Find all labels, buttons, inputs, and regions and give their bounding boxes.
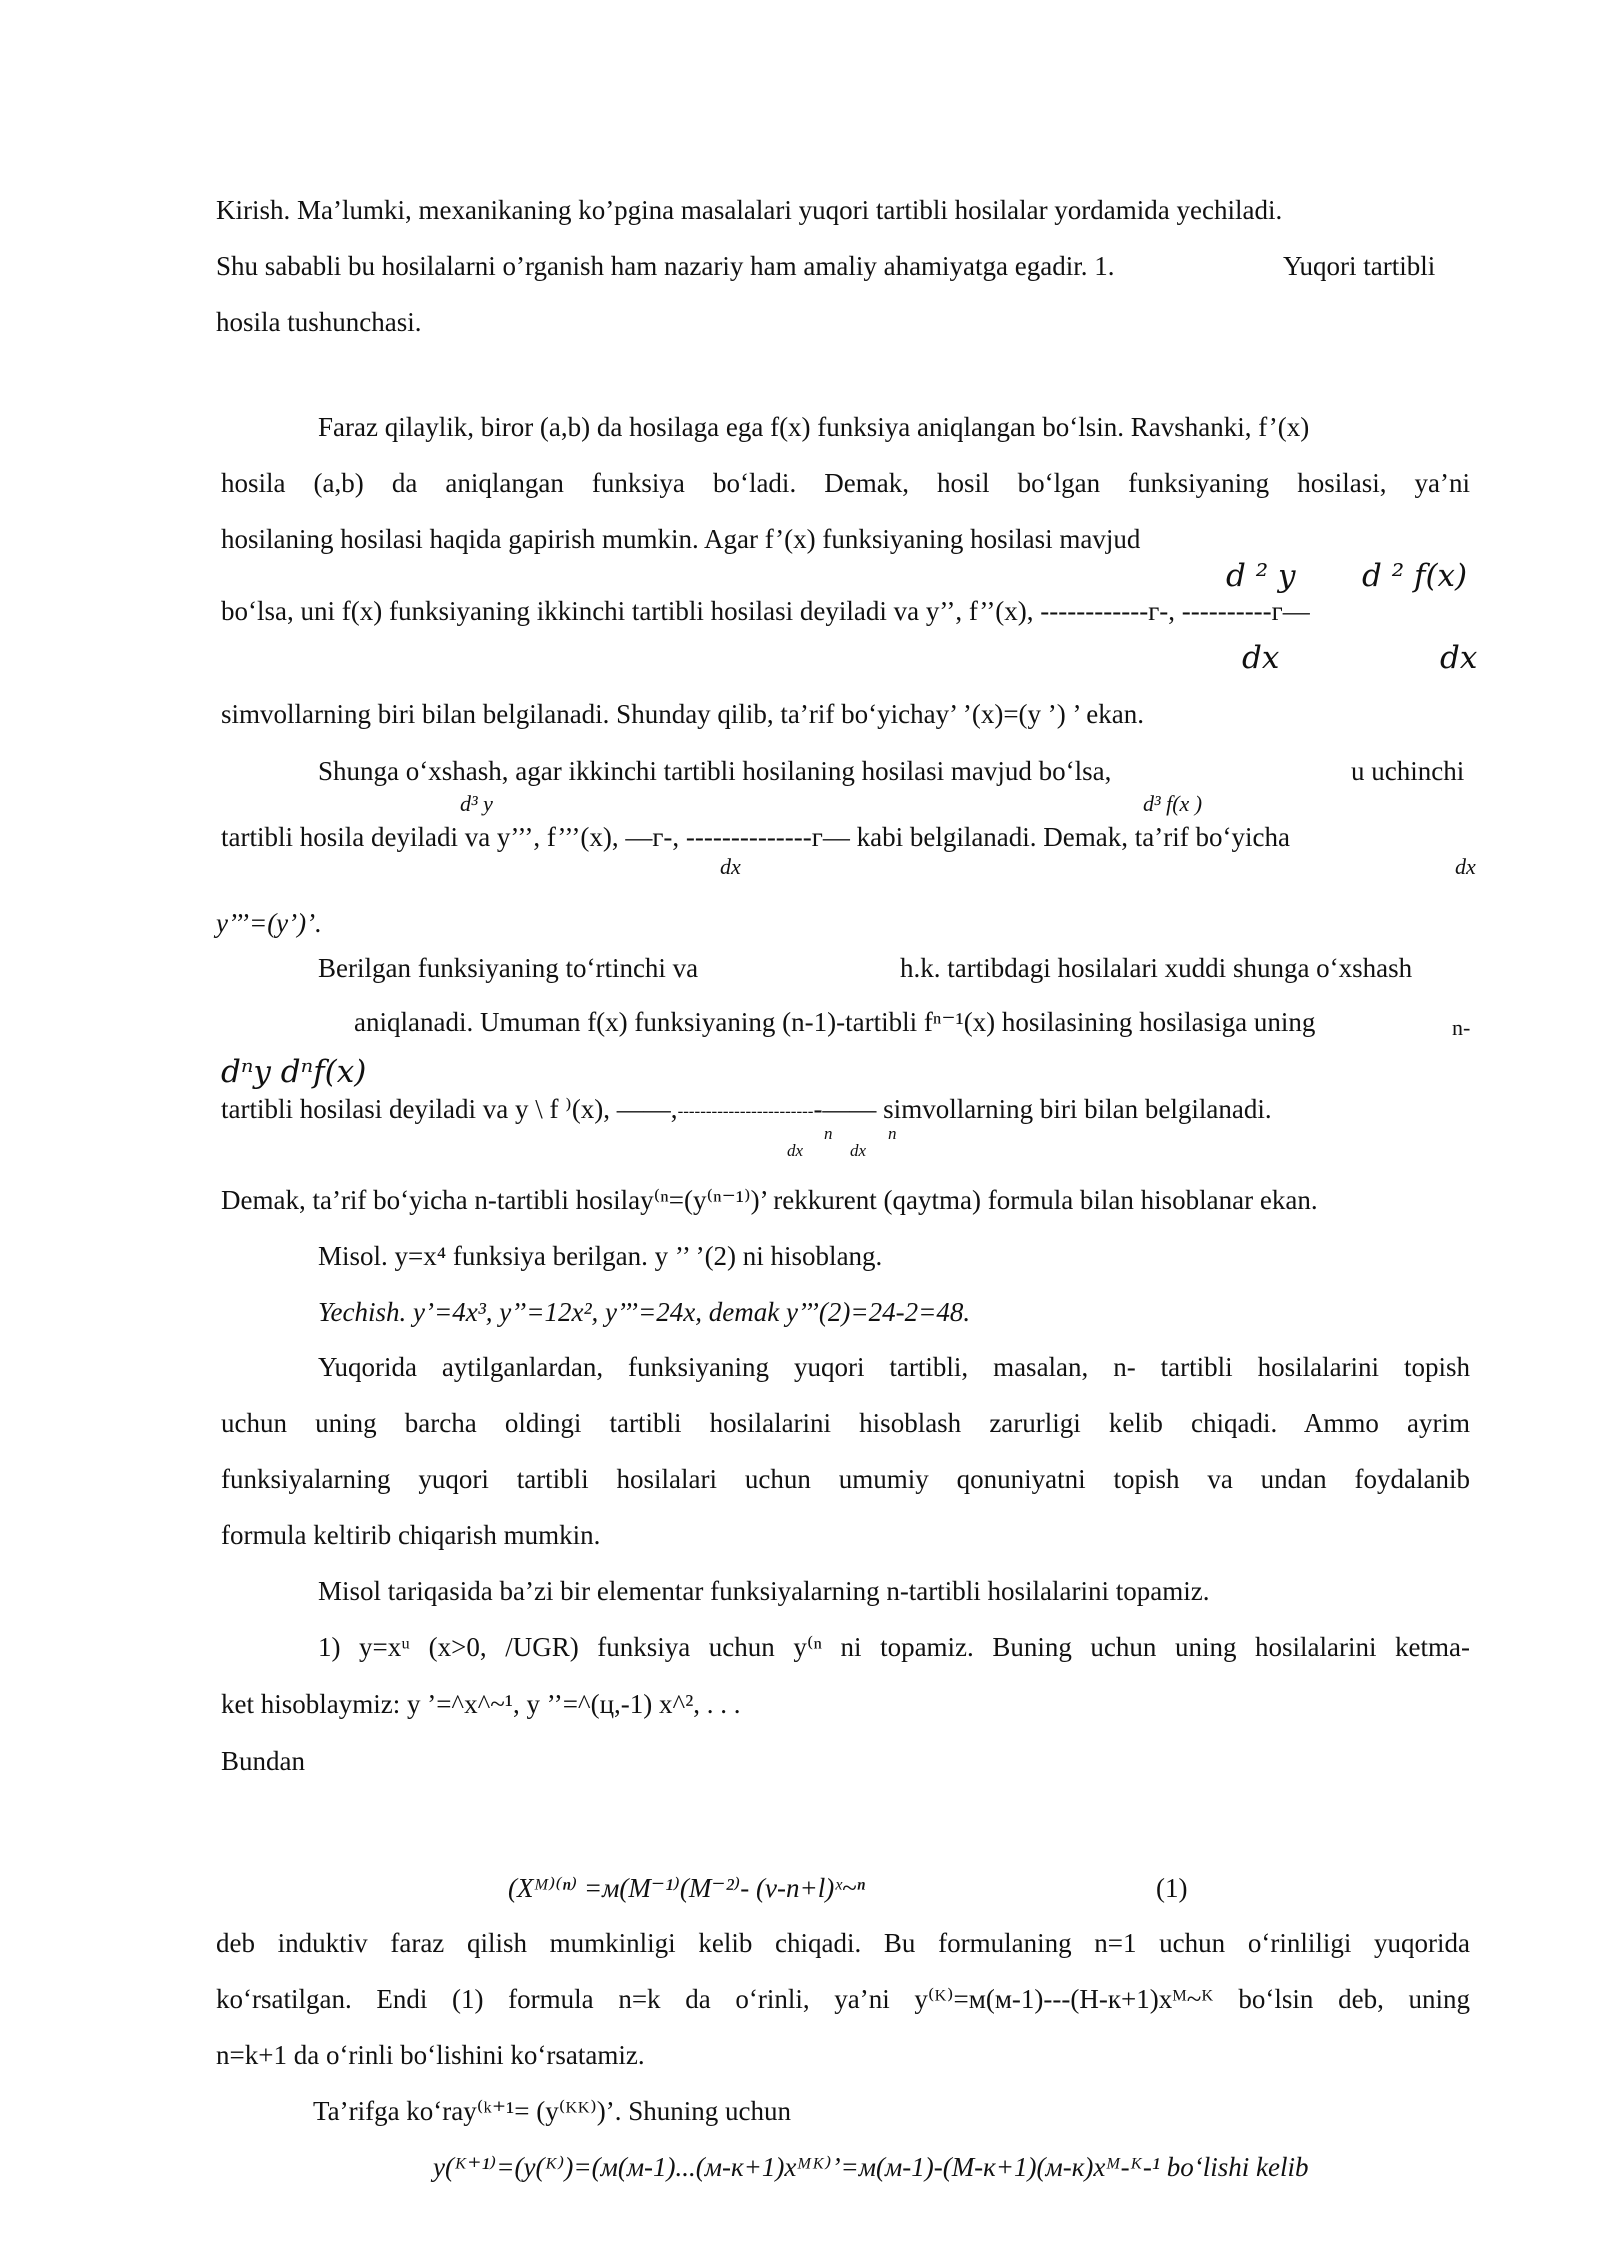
math-denominator: dx [1440,640,1478,676]
paragraph-line: funksiyalarning yuqori tartibli hosilalari uchun umumiy qonuniyatni topish va undan foydalanib [221,1464,1470,1494]
paragraph-line: y(ᴷ⁺¹⁾=(y(ᴷ⁾)=(м(м-1)...(м-к+1)xᴹᴷ⁾’=м(м-1)-(М-к+1)(м-к)xᴹ-ᴷ-¹ bo‘lishi kelib [433,2152,1309,2182]
paragraph-line: ko‘rsatilgan. Endi (1) formula n=k da o‘rinli, ya’ni y⁽ᴷ⁾=м(м-1)---(Н-к+1)xᴹ~ᴷ bo‘lsin deb, uning [216,1984,1470,2014]
math-denominator: dx [787,1141,804,1160]
paragraph-line: y’’’=(y’)’. [216,908,322,938]
paragraph-line: Yuqorida aytilganlardan, funksiyaning yuqori tartibli, masalan, n- tartibli hosilalarini topish [318,1352,1470,1382]
paragraph-line: formula keltirib chiqarish mumkin. [221,1520,601,1550]
formula-1: (Xᴹ⁾⁽ⁿ⁾ =м(M⁻¹⁾(M⁻²⁾- (ν-n+l)ˣ~ⁿ [508,1873,865,1903]
math-denominator: dx [850,1141,867,1160]
math-exponent: n [888,1124,897,1143]
paragraph-line: Demak, ta’rif bo‘yicha n-tartibli hosilay⁽ⁿ=(y⁽ⁿ⁻¹⁾)’ rekkurent (qaytma) formula bilan hisoblanar ekan. [221,1185,1318,1215]
paragraph-line: aniqlanadi. Umuman f(x) funksiyaning (n-1)-tartibli fⁿ⁻¹(x) hosilasining hosilasiga uning [354,1007,1316,1037]
paragraph-line: deb induktiv faraz qilish mumkinligi kelib chiqadi. Bu formulaning n=1 uchun o‘rinliligi yuqorida [216,1928,1470,1958]
paragraph-line: hosila (a,b) da aniqlangan funksiya bo‘ladi. Demak, hosil bo‘lgan funksiyaning hosilasi, ya’ni [221,468,1470,498]
paragraph-line: Misol tariqasida ba’zi bir elementar funksiyalarning n-tartibli hosilalarini topamiz. [318,1576,1210,1606]
paragraph-line: 1) y=xᵘ (x>0, /UGR) funksiya uchun y⁽ⁿ ni topamiz. Buning uchun uning hosilalarini ketma- [318,1632,1470,1662]
paragraph-line: u uchinchi [1351,756,1465,786]
math-numerator: d ² f(x) [1362,558,1468,594]
math-denominator: dx [1242,640,1280,676]
math-numerator: d³ f(x ) [1143,791,1203,816]
intro-line-1: Kirish. Ma’lumki, mexanikaning ko’pgina masalalari yuqori tartibli hosilalar yordamida yechiladi. [216,195,1283,225]
math-denominator: dx [720,854,741,879]
formula-number: (1) [1156,1873,1188,1903]
intro-line-2: Shu sababli bu hosilalarni o’rganish ham nazariy ham amaliy ahamiyatga egadir. 1. [216,251,1115,281]
math-numerator: d ² y [1226,558,1296,594]
paragraph-line: h.k. tartibdagi hosilalari xuddi shunga o‘xshash [900,953,1413,983]
paragraph-line: Bundan [221,1746,305,1776]
paragraph-line: tartibli hosila deyiladi va y’’’, f’’’(x), —г-, --------------г— kabi belgilanadi. Demak, ta’rif bo‘yicha [221,822,1290,852]
paragraph-line: Faraz qilaylik, biror (a,b) da hosilaga ega f(x) funksiya aniqlangan bo‘lsin. Ravshanki, f’(x) [318,412,1310,442]
paragraph-line: bo‘lsa, uni f(x) funksiyaning ikkinchi tartibli hosilasi deyiladi va y’’, f’’(x), ------------г-, ----------г— [221,596,1310,626]
paragraph-line: ket hisoblaymiz: y ’=^x^~¹, y ’’=^(ц,-1) x^², . . . [221,1689,741,1719]
paragraph-line: tartibli hosilasi deyiladi va y \ f ⁾(x), ——,-------------------------—— simvollarning biri bilan belgilanadi. [221,1094,1272,1124]
paragraph-line: Ta’rifga ko‘ray⁽ᵏ⁺¹= (y⁽ᴷᴷ⁾)’. Shuning uchun [313,2096,791,2126]
paragraph-line: simvollarning biri bilan belgilanadi. Shunday qilib, ta’rif bo‘yichay’ ’(x)=(y ’) ’ ekan. [221,699,1144,729]
solution-line: Yechish. y’=4x³, y’’=12x², y’’’=24x, demak y’’’(2)=24-2=48. [318,1297,971,1327]
paragraph-line: n=k+1 da o‘rinli bo‘lishini ko‘rsatamiz. [216,2040,645,2070]
example-line: Misol. y=x⁴ funksiya berilgan. y ’’ ’(2) ni hisoblang. [318,1241,883,1271]
paragraph-line: uchun uning barcha oldingi tartibli hosilalarini hisoblash zarurligi kelib chiqadi. Ammo ayrim [221,1408,1470,1438]
math-numerator: dⁿy dⁿf(x) [221,1054,367,1090]
paragraph-line: Shunga o‘xshash, agar ikkinchi tartibli hosilaning hosilasi mavjud bo‘lsa, [318,756,1112,786]
paragraph-line: n- [1452,1015,1471,1040]
section-heading: Yuqori tartibli [1283,251,1436,281]
math-exponent: n [824,1124,833,1143]
paragraph-line: hosilaning hosilasi haqida gapirish mumkin. Agar f’(x) funksiyaning hosilasi mavjud [221,524,1141,554]
math-numerator: d³ y [460,791,493,816]
paragraph-line: Berilgan funksiyaning to‘rtinchi va [318,953,699,983]
intro-line-3: hosila tushunchasi. [216,307,422,337]
math-denominator: dx [1455,854,1476,879]
